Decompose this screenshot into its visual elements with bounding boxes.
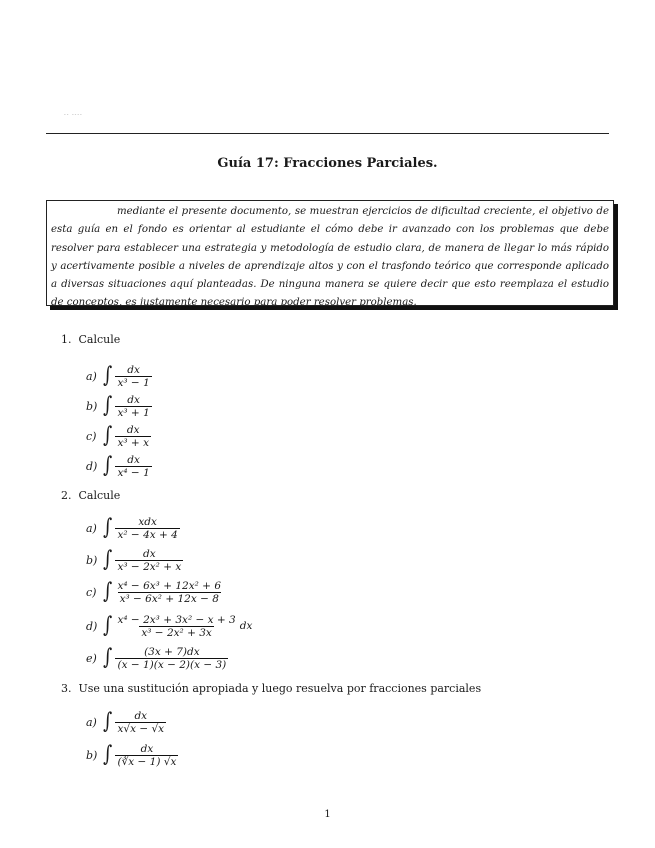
integral-sign: ∫ bbox=[103, 453, 113, 478]
exercise-2a bbox=[86, 513, 180, 543]
fraction bbox=[115, 580, 223, 605]
denominator: x³ − 2x² + x bbox=[117, 560, 182, 573]
denominator: (x − 1)(x − 2)(x − 3) bbox=[117, 658, 227, 671]
exercise-2c bbox=[86, 577, 223, 607]
denominator: x³ − 2x² + 3x bbox=[141, 626, 212, 639]
fraction bbox=[115, 614, 237, 639]
fraction bbox=[115, 548, 183, 573]
numerator: dx bbox=[140, 742, 154, 755]
numerator: dx bbox=[143, 547, 156, 560]
exercise-label: d) bbox=[86, 459, 98, 473]
section-number: 2. bbox=[61, 489, 72, 502]
integral-sign: ∫ bbox=[103, 363, 113, 388]
exercise-1b bbox=[86, 391, 152, 421]
denominator: x² − 4x + 4 bbox=[117, 528, 178, 541]
exercise-3a bbox=[86, 707, 166, 737]
exercise-label: b) bbox=[86, 748, 98, 762]
denominator: x³ + x bbox=[117, 436, 149, 449]
exercise-label: e) bbox=[86, 651, 97, 665]
fraction bbox=[115, 743, 178, 768]
exercise-label: b) bbox=[86, 399, 98, 413]
denominator: x⁴ − 1 bbox=[117, 466, 150, 479]
exercise-label: d) bbox=[86, 619, 98, 633]
numerator: dx bbox=[127, 393, 140, 406]
denominator: x³ − 6x² + 12x − 8 bbox=[119, 592, 219, 605]
exercise-1c bbox=[86, 421, 151, 451]
intro-text: mediante el presente documento, se muestran ejercicios de dificultad creciente, el objetivo de esta guía en el fondo es orientar al estudiante el cómo debe ir avanzado con los problemas que debe resolver para establecer una estrategia y metodología de estudio clara, de manera de llegar lo más rápido y acertivamente posible a niveles de aprendizaje altos y con el trasfondo teórico que corresponde aplicado a diversas situaciones aquí planteadas. De ninguna manera se quiere decir que esto reemplaza el estudio de conceptos, es justamente necesario para poder resolver problemas. bbox=[51, 206, 609, 309]
integral-sign: ∫ bbox=[103, 393, 113, 418]
header-rule bbox=[46, 133, 609, 134]
page-number: 1 bbox=[324, 809, 331, 820]
exercise-label: a) bbox=[86, 369, 97, 383]
integral-sign: ∫ bbox=[103, 579, 113, 604]
integral-sign: ∫ bbox=[103, 515, 113, 540]
fraction bbox=[115, 454, 151, 479]
exercise-label: a) bbox=[86, 715, 97, 729]
section-number: 3. bbox=[61, 682, 72, 695]
differential: dx bbox=[239, 620, 253, 632]
section-text: Calcule bbox=[78, 489, 121, 502]
exercise-2b bbox=[86, 545, 183, 575]
page-title: Guía 17: Fracciones Parciales. bbox=[217, 156, 438, 171]
numerator: dx bbox=[127, 453, 140, 466]
fraction bbox=[115, 424, 151, 449]
section-1 bbox=[61, 333, 120, 346]
intro-box bbox=[46, 200, 614, 309]
section-number: 1. bbox=[61, 333, 72, 346]
denominator: x³ + 1 bbox=[117, 406, 150, 419]
numerator: dx bbox=[126, 423, 140, 436]
numerator: dx bbox=[127, 363, 140, 376]
integral-sign: ∫ bbox=[103, 613, 113, 638]
integral-sign: ∫ bbox=[103, 645, 113, 670]
numerator: dx bbox=[134, 709, 148, 722]
exercise-3b bbox=[86, 740, 178, 770]
denominator: x³ − 1 bbox=[117, 376, 150, 389]
fraction bbox=[115, 364, 151, 389]
header-mark: -- ---- bbox=[64, 112, 83, 118]
integral-sign: ∫ bbox=[103, 547, 113, 572]
numerator: x⁴ − 6x³ + 12x² + 6 bbox=[117, 579, 222, 592]
exercise-label: a) bbox=[86, 521, 97, 535]
numerator: xdx bbox=[138, 515, 157, 528]
section-text: Use una sustitución apropiada y luego resuelva por fracciones parciales bbox=[78, 682, 482, 695]
section-text: Calcule bbox=[78, 333, 121, 346]
section-3 bbox=[61, 682, 481, 695]
denominator: (∛x − 1) √x bbox=[117, 755, 177, 768]
integral-sign: ∫ bbox=[103, 709, 113, 734]
fraction bbox=[115, 710, 166, 735]
numerator: (3x + 7)dx bbox=[144, 645, 200, 658]
exercise-2e bbox=[86, 643, 228, 673]
fraction bbox=[115, 394, 151, 419]
integral-sign: ∫ bbox=[103, 423, 113, 448]
exercise-1a bbox=[86, 361, 152, 391]
exercise-label: c) bbox=[86, 429, 97, 443]
section-2 bbox=[61, 489, 120, 502]
fraction bbox=[115, 516, 179, 541]
exercise-1d bbox=[86, 451, 152, 481]
exercise-2d bbox=[86, 611, 252, 641]
numerator: x⁴ − 2x³ + 3x² − x + 3 bbox=[117, 613, 236, 626]
denominator: x√x − √x bbox=[117, 722, 165, 735]
integral-sign: ∫ bbox=[103, 742, 113, 767]
exercise-label: c) bbox=[86, 585, 97, 599]
fraction bbox=[115, 646, 228, 671]
exercise-label: b) bbox=[86, 553, 98, 567]
